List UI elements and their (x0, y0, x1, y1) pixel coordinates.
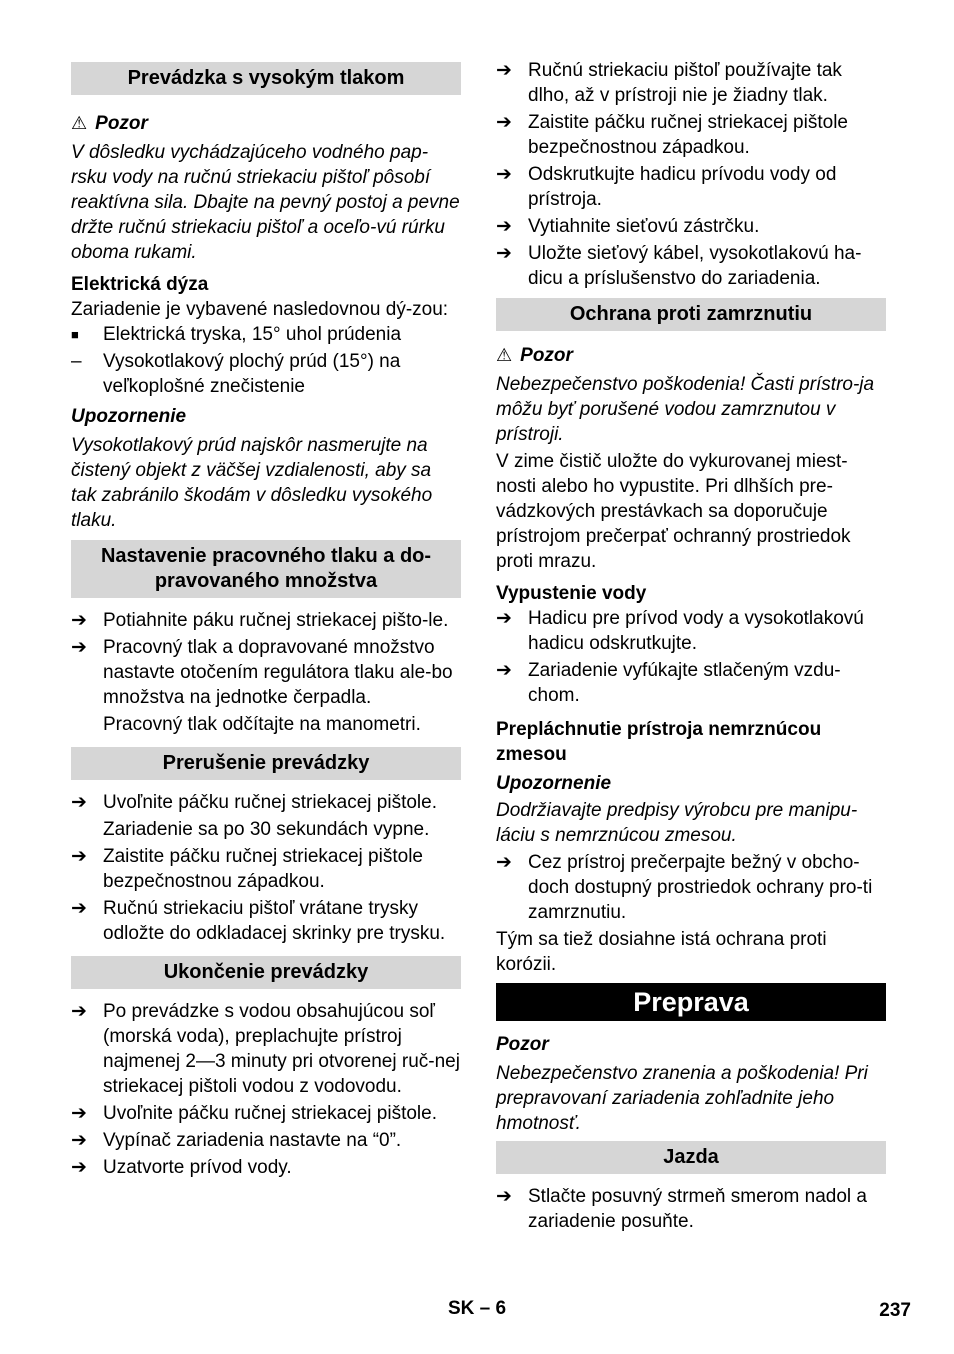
list-item: ➔ Uložte sieťový kábel, vysokotlakovú ha-dicu a príslušenstvo do zariadenia. (496, 243, 862, 289)
list-item: ➔ Pracovný tlak a dopravované množstvo nastavte otočením regulátora tlaku ale-bo množstva na jednotke čerpadla. (71, 637, 453, 708)
list-item: ➔ Vytiahnite sieťovú zástrčku. (496, 216, 760, 237)
paragraph: Tým sa tiež dosiahne istá ochrana proti korózii. (496, 929, 827, 975)
subheading: Prepláchnutie prístroja nemrznúcou zmesou (496, 719, 822, 765)
list-item: ➔ Odskrutkujte hadicu prívodu vody od prístroja. (496, 164, 837, 210)
warning-heading: Pozor (496, 1034, 549, 1055)
arrow-icon: ➔ (496, 608, 512, 629)
list-item: ■ Elektrická tryska, 15° uhol prúdenia (71, 324, 402, 345)
arrow-icon: ➔ (71, 1103, 87, 1124)
square-bullet-icon: ■ (71, 327, 79, 342)
arrow-icon: ➔ (71, 637, 87, 658)
arrow-icon: ➔ (496, 164, 512, 185)
warning-icon: ⚠ (496, 345, 513, 365)
arrow-icon: ➔ (496, 243, 512, 264)
arrow-icon: ➔ (71, 792, 87, 813)
arrow-icon: ➔ (71, 898, 87, 919)
list-item: ➔ Potiahnite páku ručnej striekacej pišto-le. (71, 610, 449, 631)
list-item: – Vysokotlakový plochý prúd (15°) na veľkoplošné znečistenie (71, 351, 401, 397)
list-item: ➔ Po prevádzke s vodou obsahujúcou soľ (morská voda), preplachujte prístroj najmenej 2—3 minuty pri otvorenej ruč-nej striekacej pištoli vodou z vodovodu. (71, 1001, 460, 1097)
note-text: Dodržiavajte predpisy výrobcu pre manipu-láciu s nemrznúcou zmesou. (496, 800, 858, 846)
subheading: Elektrická dýza (71, 274, 209, 295)
page-number: 237 (879, 1300, 911, 1321)
warning-heading (71, 111, 461, 136)
warning-icon: ⚠ (71, 113, 88, 133)
right-column (496, 58, 886, 1234)
warning-text: Nebezpečenstvo poškodenia! Časti prístro-ja môžu byť porušené vodou zamrznutou v prístroji. (496, 374, 875, 445)
warning-text: Nebezpečenstvo zranenia a poškodenia! Pri prepravovaní zariadenia zohľadnite jeho hmotnosť. (496, 1063, 868, 1134)
list-item: ➔ Cez prístroj prečerpajte bežný v obcho-doch dostupný prostriedok ochrany pro-ti zamrznutiu. (496, 852, 873, 923)
list-item: ➔ Vypínač zariadenia nastavte na “0”. (71, 1130, 402, 1151)
list-item: ➔ Ručnú striekaciu pištoľ vrátane trysky odložte do odkladacej skrinky pre trysku. (71, 898, 446, 944)
section-title: Ochrana proti zamrznutiu (496, 298, 886, 331)
section-title: Nastavenie pracovného tlaku a do-pravovaného množstva (71, 540, 461, 598)
list-item: ➔ Zaistite páčku ručnej striekacej pištole bezpečnostnou západkou. (71, 846, 423, 892)
left-column (71, 62, 461, 1180)
arrow-icon: ➔ (71, 1001, 87, 1022)
arrow-icon: ➔ (71, 1130, 87, 1151)
footer-section-label: SK – 6 (448, 1298, 507, 1319)
note-text: Vysokotlakový prúd najskôr nasmerujte na čistený objekt z väčšej vzdialenosti, aby sa tak zabránilo škodám v dôsledku vysokého tlaku. (71, 435, 433, 531)
paragraph: Zariadenie je vybavené nasledovnou dý-zou: (71, 299, 449, 320)
arrow-icon: ➔ (496, 112, 512, 133)
dash-bullet-icon: – (71, 351, 82, 372)
note-heading: Upozornenie (71, 406, 187, 427)
arrow-icon: ➔ (71, 846, 87, 867)
list-item: ➔ Zaistite páčku ručnej striekacej pištole bezpečnostnou západkou. (496, 112, 848, 158)
arrow-icon: ➔ (496, 216, 512, 237)
note-heading: Upozornenie (496, 773, 612, 794)
list-item: ➔ Uvoľnite páčku ručnej striekacej pištole. (71, 1103, 437, 1124)
list-item: ➔ Uvoľnite páčku ručnej striekacej pištole. (71, 792, 437, 813)
section-title: Ukončenie prevádzky (71, 956, 461, 989)
arrow-icon: ➔ (71, 1157, 87, 1178)
warning-text: V dôsledku vychádzajúceho vodného pap-rsku vody na ručnú striekaciu pištoľ pôsobí reaktívna sila. Dbajte na pevný postoj a pevne držte ručnú striekaciu pištoľ a oceľo-vú rúrku oboma rukami. (71, 142, 460, 263)
subheading: Vypustenie vody (496, 583, 647, 604)
arrow-icon: ➔ (71, 610, 87, 631)
list-item: ➔ Stlačte posuvný strmeň smerom nadol a zariadenie posuňte. (496, 1186, 867, 1232)
warning-label: Pozor (95, 113, 148, 134)
chapter-title: Preprava (496, 983, 886, 1021)
warning-heading (496, 343, 886, 368)
section-title: Jazda (496, 1141, 886, 1174)
section-title: Prerušenie prevádzky (71, 747, 461, 780)
warning-label: Pozor (520, 345, 573, 366)
section-title: Prevádzka s vysokým tlakom (71, 62, 461, 95)
list-item: ➔ Zariadenie vyfúkajte stlačeným vzdu-chom. (496, 660, 841, 706)
paragraph: Zariadenie sa po 30 sekundách vypne. (103, 819, 430, 840)
arrow-icon: ➔ (496, 660, 512, 681)
arrow-icon: ➔ (496, 60, 512, 81)
list-item: ➔ Ručnú striekaciu pištoľ používajte tak dlho, až v prístroji nie je žiadny tlak. (496, 60, 842, 106)
arrow-icon: ➔ (496, 1186, 512, 1207)
paragraph: V zime čistič uložte do vykurovanej miest-nosti alebo ho vypustite. Pri dlhších pre-vádzkových prestávkach sa doporučuje prístrojom prečerpať ochranný prostriedok proti mrazu. (496, 451, 851, 572)
list-item: ➔ Uzatvorte prívod vody. (71, 1157, 292, 1178)
paragraph: Pracovný tlak odčítajte na manometri. (103, 714, 421, 735)
arrow-icon: ➔ (496, 852, 512, 873)
list-item: ➔ Hadicu pre prívod vody a vysokotlakovú hadicu odskrutkujte. (496, 608, 864, 654)
